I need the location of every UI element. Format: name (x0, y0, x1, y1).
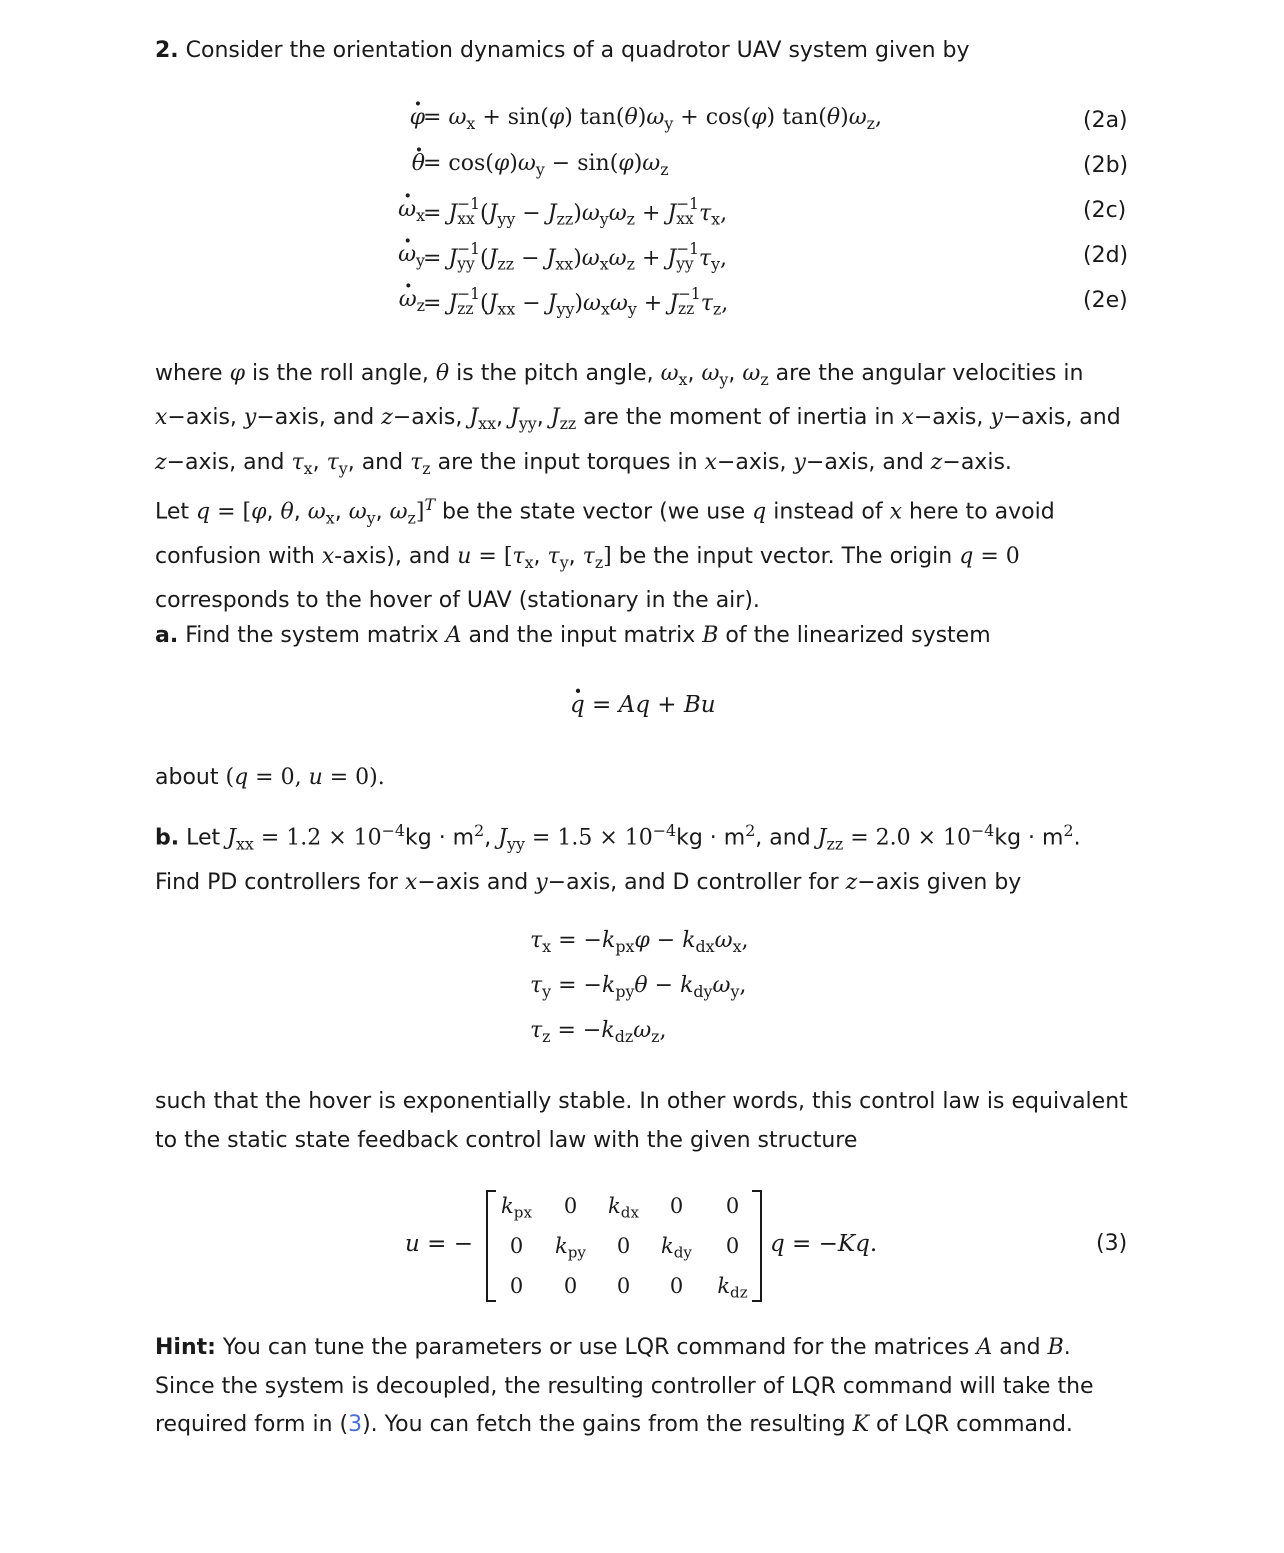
matrix-cell: 0 (669, 1194, 684, 1218)
part-a-label: a. (155, 623, 179, 648)
matrix-cell: 0 (616, 1274, 631, 1298)
part-a-about: about (q = 0, u = 0). (155, 765, 385, 790)
matrix-cell: $k_{px}$ (501, 1194, 532, 1222)
matrix-equation-lhs: u = − (405, 1231, 473, 1257)
equation-label-2b: (2b) (1083, 153, 1129, 178)
state-paragraph: Let q = [φ, θ, $\omega_x$, $\omega_y$, $\omega_z]^T$ be the state vector (we use q instead of x here to avoid confusion with x-axis), and $u = [\tau_x$, $\tau_y$, $\tau_z$] be the input vector. The origin q = 0 corresponds to the hover of UAV (stationary in the air). (155, 495, 1055, 614)
matrix-cell: 0 (725, 1194, 740, 1218)
problem-intro (155, 32, 1130, 71)
matrix-cell: $k_{dx}$ (608, 1194, 639, 1222)
equation-label-2d: (2d) (1083, 243, 1129, 268)
control-law-x: $\tau_x = -k_{px}\varphi - k_{dx}\omega_x$, (530, 928, 749, 956)
matrix-cell: 0 (563, 1274, 578, 1298)
control-laws (530, 928, 830, 1053)
hint-label: Hint: (155, 1335, 216, 1360)
part-a: a. Find the system matrix A and the input matrix B of the linearized system (155, 623, 991, 648)
problem-intro-text: Consider the orientation dynamics of a quadrotor UAV system given by (185, 38, 970, 63)
part-b-label: b. (155, 825, 180, 851)
matrix-cell: 0 (509, 1234, 524, 1258)
hint-paragraph: Hint: You can tune the parameters or use LQR command for the matrices A and B. Since the system is decoupled, the resulting controller of LQR command will take the required form in (3). You can fetch the gains from the resulting K of LQR command. (155, 1335, 1094, 1438)
stable-paragraph: such that the hover is exponentially stable. In other words, this control law is equivalent to the static state feedback control law with the given structure (155, 1089, 1128, 1153)
problem-number: 2. (155, 38, 179, 63)
dynamics-equations: · φ = $\omega_x + \sin(\varphi) \tan(\theta)\omega_y + \cos(\varphi)$ $\tan(\theta)\omega_z$, · θ = $\cos(\varphi)\omega_y - \sin(\varphi)\omega_z$ · $\omega_x$ = J −1 xx $(J_{yy} - J_{zz})\omega_y\omega_z + J$ −1 xx $\tau_x$, · $\omega_y$ = J −1 yy $(J_{zz} - J_{xx})\omega_x\omega_z + J$ −1 yy $\tau_y$, · $\omega_z$ = J −1 zz $(J_{xx} - J_{yy})\omega_x\omega_y + J$ −1 zz $\tau_z$, (330, 105, 1030, 325)
linearized-equation: · q = Aq + Bu (570, 692, 716, 718)
where-paragraph: where φ is the roll angle, θ is the pitch angle, $\omega_x$, $\omega_y$, $\omega_z$ are the angular velocities in x−axis, y−axis, and z−axis, $J_{xx}$, $J_{yy}$, $J_{zz}$ are the moment of inertia in x−axis, y−axis, and z−axis, and $\tau_x$, $\tau_y$, and $\tau_z$ are the input torques in x−axis, y−axis, and z−axis. (155, 361, 1121, 478)
matrix-cell: 0 (563, 1194, 578, 1218)
matrix-cell: 0 (616, 1234, 631, 1258)
control-law-y: $\tau_y = -k_{py}\theta - k_{dy}\omega_y$, (530, 973, 747, 1001)
matrix-cell: 0 (725, 1234, 740, 1258)
equation-label-2a: (2a) (1083, 108, 1128, 133)
matrix-cell: $k_{dy}$ (661, 1234, 692, 1262)
equation-label-2e: (2e) (1083, 288, 1128, 313)
control-law-z: $\tau_z = -k_{dz}\omega_z$, (530, 1018, 667, 1046)
matrix-cell: $k_{py}$ (555, 1234, 586, 1262)
equation-label-3: (3) (1096, 1231, 1128, 1256)
matrix-equation-rhs: q = −Kq. (770, 1231, 878, 1257)
gain-matrix (486, 1190, 762, 1300)
matrix-cell: 0 (669, 1274, 684, 1298)
part-b: b. Let $J_{xx} = 1.2 \times 10^{-4}kg \cdot m^2$, $J_{yy} = 1.5 \times 10^{-4}kg \cdot m^2$, and $J_{zz} = 2.0 \times 10^{-4}kg \cdot m^2$. Find PD controllers for x−axis and y−axis, and D controller for z−axis given by (155, 821, 1081, 896)
equation-label-2c: (2c) (1083, 198, 1127, 223)
equation-reference-link[interactable]: 3 (348, 1412, 363, 1438)
matrix-cell: $k_{dz}$ (717, 1274, 748, 1302)
matrix-cell: 0 (509, 1274, 524, 1298)
